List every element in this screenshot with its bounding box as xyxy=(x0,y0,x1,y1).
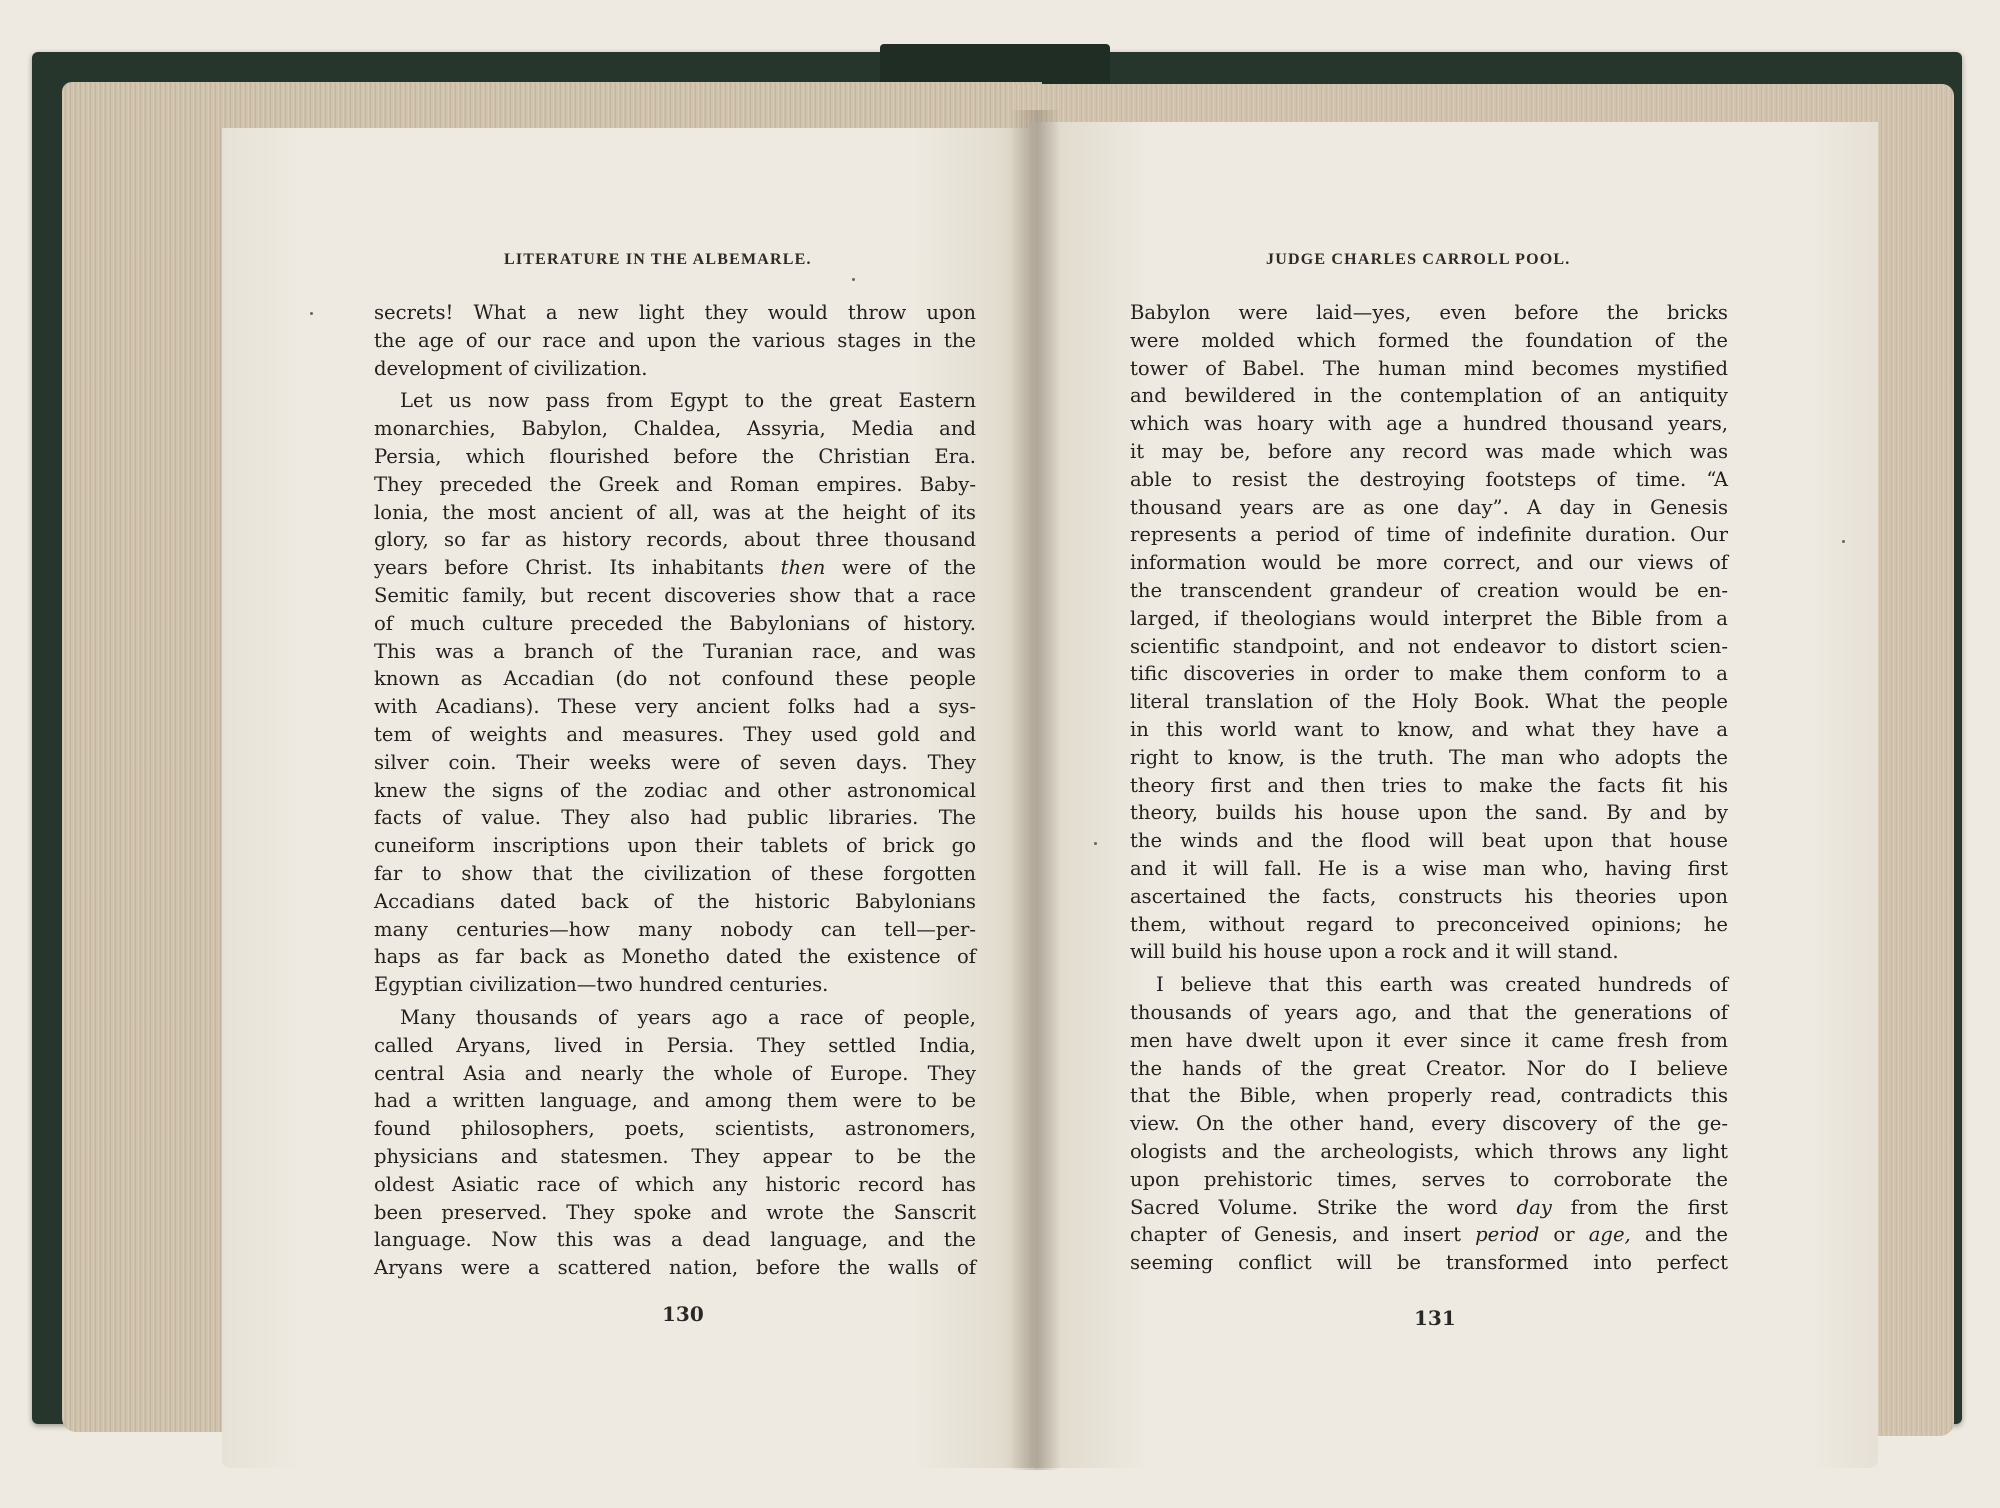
line-text: were of the xyxy=(825,556,977,580)
line-text: the age of our race and upon the various stages in the xyxy=(374,328,976,352)
line-text: silver coin. Their weeks were of seven days. They xyxy=(374,750,976,774)
left-page-text xyxy=(374,299,976,1282)
text-line xyxy=(374,804,976,832)
text-line xyxy=(1130,1166,1728,1194)
text-line xyxy=(1130,660,1728,688)
line-text: and bewildered in the contemplation of an antiquity xyxy=(1130,384,1728,408)
line-text: men have dwelt upon it ever since it came fresh from xyxy=(1130,1028,1728,1052)
text-line xyxy=(374,355,976,383)
line-text: in this world want to know, and what they have a xyxy=(1130,717,1728,741)
line-text: from the first xyxy=(1551,1195,1728,1219)
text-line xyxy=(1130,971,1728,999)
paper-speck xyxy=(1842,540,1845,543)
text-line xyxy=(1130,772,1728,800)
line-text: oldest Asiatic race of which any historic record has xyxy=(374,1172,976,1196)
text-line xyxy=(1130,744,1728,772)
text-line xyxy=(374,888,976,916)
text-line xyxy=(1130,1027,1728,1055)
text-line xyxy=(1130,938,1728,966)
text-line xyxy=(374,554,976,582)
line-text: Sacred Volume. Strike the word xyxy=(1130,1195,1517,1219)
line-text: Babylon were laid—yes, even before the bricks xyxy=(1130,301,1728,324)
line-text: far to show that the civilization of these forgotten xyxy=(374,861,976,885)
text-line xyxy=(374,749,976,777)
text-line xyxy=(1130,1221,1728,1249)
text-line xyxy=(1130,438,1728,466)
line-text: which was hoary with age a hundred thousand years, xyxy=(1130,412,1728,436)
italic-word: then xyxy=(780,556,826,580)
line-text: I believe that this earth was created hundreds of xyxy=(1156,973,1728,997)
left-running-head: LITERATURE IN THE ALBEMARLE. xyxy=(504,251,812,268)
text-line xyxy=(374,693,976,721)
text-line xyxy=(374,610,976,638)
text-line xyxy=(374,916,976,944)
line-text: chapter of Genesis, and insert xyxy=(1130,1223,1476,1247)
text-line xyxy=(1130,494,1728,522)
text-line xyxy=(374,526,976,554)
gutter-shadow xyxy=(1010,110,1060,1470)
text-line xyxy=(1130,327,1728,355)
line-text: were molded which formed the foundation of the xyxy=(1130,328,1728,352)
text-line xyxy=(374,971,976,999)
text-line xyxy=(374,1115,976,1143)
text-line xyxy=(1130,688,1728,716)
text-line xyxy=(374,1226,976,1254)
line-text: lonia, the most ancient of all, was at the height of its xyxy=(374,500,976,524)
line-text: They preceded the Greek and Roman empires. Baby- xyxy=(374,472,976,496)
text-line xyxy=(1130,355,1728,383)
text-line xyxy=(1130,1249,1728,1277)
line-text: of much culture preceded the Babylonians of history. xyxy=(374,611,976,635)
text-line xyxy=(374,1199,976,1227)
line-text: had a written language, and among them were to be xyxy=(374,1089,976,1113)
text-line xyxy=(374,1171,976,1199)
line-text: them, without regard to preconceived opinions; he xyxy=(1130,912,1728,936)
line-text: tific discoveries in order to make them conform to a xyxy=(1130,662,1728,686)
text-line xyxy=(374,1254,976,1282)
text-line xyxy=(1130,1138,1728,1166)
text-line xyxy=(1130,1110,1728,1138)
text-line xyxy=(374,943,976,971)
text-line xyxy=(374,832,976,860)
text-line xyxy=(374,1060,976,1088)
text-line xyxy=(374,327,976,355)
line-text: with Acadians). These very ancient folks had a sys- xyxy=(374,695,976,719)
text-line xyxy=(1130,299,1728,327)
text-line xyxy=(374,1143,976,1171)
line-text: seeming conflict will be transformed into perfect xyxy=(1130,1251,1728,1275)
text-line xyxy=(1130,633,1728,661)
text-line xyxy=(374,499,976,527)
right-page-text xyxy=(1130,299,1728,1277)
line-text: development of civilization. xyxy=(374,356,648,380)
text-line xyxy=(1130,1194,1728,1222)
line-text: called Aryans, lived in Persia. They settled India, xyxy=(374,1033,976,1057)
line-text: the transcendent grandeur of creation would be en- xyxy=(1130,578,1728,602)
text-line xyxy=(1130,410,1728,438)
line-text: language. Now this was a dead language, and the xyxy=(374,1228,976,1252)
text-line xyxy=(374,299,976,327)
text-line xyxy=(1130,549,1728,577)
line-text: knew the signs of the zodiac and other astronomical xyxy=(374,778,976,802)
line-text: ologists and the archeologists, which throws any light xyxy=(1130,1139,1728,1163)
text-line xyxy=(374,1004,976,1032)
line-text: many centuries—how many nobody can tell—per- xyxy=(374,917,976,941)
paper-speck xyxy=(1094,842,1097,845)
text-line xyxy=(1130,1055,1728,1083)
line-text: Semitic family, but recent discoveries show that a race xyxy=(374,583,976,607)
text-line xyxy=(1130,855,1728,883)
line-text: known as Accadian (do not confound these people xyxy=(374,667,976,691)
text-line xyxy=(1130,716,1728,744)
text-line xyxy=(1130,1082,1728,1110)
line-text: This was a branch of the Turanian race, and was xyxy=(374,639,976,663)
right-page-number: 131 xyxy=(1414,1306,1456,1330)
line-text: Egyptian civilization—two hundred centuries. xyxy=(374,973,829,997)
line-text: monarchies, Babylon, Chaldea, Assyria, Media and xyxy=(374,417,976,441)
line-text: haps as far back as Monetho dated the existence of xyxy=(374,945,976,969)
line-text: that the Bible, when properly read, contradicts this xyxy=(1130,1084,1728,1108)
paper-speck xyxy=(852,278,855,281)
line-text: upon prehistoric times, serves to corroborate the xyxy=(1130,1167,1728,1191)
line-text: Persia, which flourished before the Christian Era. xyxy=(374,444,976,468)
text-line xyxy=(374,443,976,471)
line-text: theory, builds his house upon the sand. By and by xyxy=(1130,801,1728,825)
line-text: glory, so far as history records, about three thousand xyxy=(374,528,976,552)
text-line xyxy=(374,582,976,610)
text-line xyxy=(1130,382,1728,410)
text-line xyxy=(1130,883,1728,911)
line-text: right to know, is the truth. The man who adopts the xyxy=(1130,745,1728,769)
text-line xyxy=(374,1087,976,1115)
line-text: thousands of years ago, and that the generations of xyxy=(1130,1000,1728,1024)
text-line xyxy=(374,1032,976,1060)
line-text: represents a period of time of indefinite duration. Our xyxy=(1130,523,1728,547)
line-text: cuneiform inscriptions upon their tablets of brick go xyxy=(374,834,976,858)
line-text: ascertained the facts, constructs his theories upon xyxy=(1130,884,1728,908)
text-line xyxy=(1130,605,1728,633)
line-text: thousand years are as one day”. A day in Genesis xyxy=(1130,495,1728,519)
left-page-number: 130 xyxy=(662,1302,704,1326)
text-line xyxy=(374,387,976,415)
text-line xyxy=(374,777,976,805)
text-line xyxy=(1130,799,1728,827)
line-text: theory first and then tries to make the facts fit his xyxy=(1130,773,1728,797)
line-text: the hands of the great Creator. Nor do I believe xyxy=(1130,1056,1728,1080)
line-text: literal translation of the Holy Book. What the people xyxy=(1130,690,1728,714)
line-text: able to resist the destroying footsteps of time. “A xyxy=(1130,467,1728,491)
line-text: Aryans were a scattered nation, before the walls of xyxy=(374,1256,976,1280)
paper-speck xyxy=(310,312,313,315)
line-text: central Asia and nearly the whole of Europe. They xyxy=(374,1061,976,1085)
text-line xyxy=(1130,999,1728,1027)
line-text: found philosophers, poets, scientists, astronomers, xyxy=(374,1117,976,1141)
text-line xyxy=(374,471,976,499)
right-running-head: JUDGE CHARLES CARROLL POOL. xyxy=(1266,251,1571,268)
text-line xyxy=(374,665,976,693)
text-line xyxy=(1130,911,1728,939)
line-text: facts of value. They also had public libraries. The xyxy=(374,806,976,830)
line-text: the winds and the flood will beat upon that house xyxy=(1130,829,1728,853)
line-text: years before Christ. Its inhabitants xyxy=(374,556,781,580)
line-text: will build his house upon a rock and it will stand. xyxy=(1130,940,1619,964)
italic-word: period xyxy=(1475,1223,1540,1247)
italic-word: age, xyxy=(1588,1223,1631,1247)
line-text: view. On the other hand, every discovery of the ge- xyxy=(1130,1112,1728,1136)
text-line xyxy=(374,860,976,888)
text-line xyxy=(1130,466,1728,494)
text-line xyxy=(374,638,976,666)
line-text: Accadians dated back of the historic Babylonians xyxy=(374,889,976,913)
text-line xyxy=(1130,521,1728,549)
line-text: been preserved. They spoke and wrote the Sanscrit xyxy=(374,1200,976,1224)
line-text: and it will fall. He is a wise man who, having first xyxy=(1130,856,1728,880)
line-text: Let us now pass from Egypt to the great Eastern xyxy=(400,389,976,413)
line-text: information would be more correct, and our views of xyxy=(1130,551,1728,575)
line-text: or xyxy=(1539,1223,1589,1247)
text-line xyxy=(374,721,976,749)
line-text: and the xyxy=(1630,1223,1729,1247)
line-text: tower of Babel. The human mind becomes mystified xyxy=(1130,356,1728,380)
line-text: Many thousands of years ago a race of people, xyxy=(400,1005,976,1029)
italic-word: day xyxy=(1516,1195,1552,1219)
line-text: it may be, before any record was made which was xyxy=(1130,439,1728,463)
line-text: larged, if theologians would interpret the Bible from a xyxy=(1130,606,1728,630)
line-text: tem of weights and measures. They used gold and xyxy=(374,722,976,746)
text-line xyxy=(374,415,976,443)
line-text: scientific standpoint, and not endeavor to distort scien- xyxy=(1130,634,1728,658)
text-line xyxy=(1130,827,1728,855)
line-text: physicians and statesmen. They appear to be the xyxy=(374,1144,976,1168)
line-text: secrets! What a new light they would throw upon xyxy=(374,301,976,324)
text-line xyxy=(1130,577,1728,605)
